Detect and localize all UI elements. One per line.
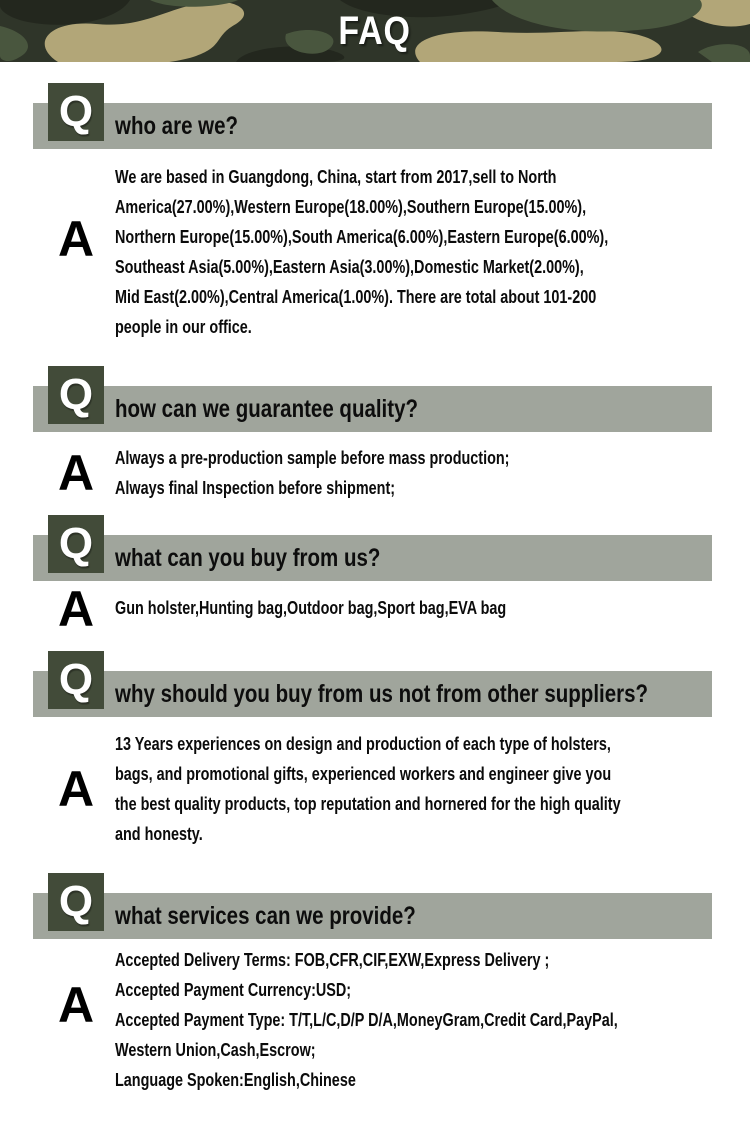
question-marker [48,83,104,141]
answer-text [115,729,750,849]
question-letter: Q [58,87,94,136]
answer-line: Always a pre-production sample before mass production; [115,448,510,468]
answer-line: and honesty. [115,824,203,844]
answer-line: America(27.00%),Western Europe(18.00%),Southern Europe(15.00%), [115,197,587,217]
answer-letter: A [57,581,95,637]
answer-letter: A [57,211,95,267]
answer-line: Northern Europe(15.00%),South America(6.00%),Eastern Europe(6.00%), [115,227,609,247]
answer-text [115,162,750,342]
question-bar [33,893,712,939]
answer-line: the best quality products, top reputation and hornered for the high quality [115,794,621,814]
answer-line: Mid East(2.00%),Central America(1.00%). There are total about 101-200 [115,287,597,307]
answer-line: bags, and promotional gifts, experienced workers and engineer give you [115,764,612,784]
question-letter: Q [58,877,94,926]
question-bar [33,671,712,717]
question-marker [48,873,104,931]
answer-text [115,945,750,1095]
question-text: who are we? [115,112,239,140]
answer-line: Gun holster,Hunting bag,Outdoor bag,Sport bag,EVA bag [115,598,507,618]
question-marker [48,651,104,709]
answer-line: Southeast Asia(5.00%),Eastern Asia(3.00%),Domestic Market(2.00%), [115,257,584,277]
answer-text [115,443,750,503]
question-text: what services can we provide? [115,902,416,930]
answer-text [115,593,750,623]
answer-line: 13 Years experiences on design and production of each type of holsters, [115,734,611,754]
answer-line: Accepted Delivery Terms: FOB,CFR,CIF,EXW,Express Delivery ; [115,950,550,970]
question-letter: Q [58,655,94,704]
answer-line: Accepted Payment Type: T/T,L/C,D/P D/A,MoneyGram,Credit Card,PayPal, [115,1010,618,1030]
question-bar [33,535,712,581]
question-text: what can you buy from us? [115,544,381,572]
answer-line: We are based in Guangdong, China, start from 2017,sell to North [115,167,557,187]
question-bar [33,386,712,432]
answer-line: people in our office. [115,317,252,337]
question-bar [33,103,712,149]
question-text: how can we guarantee quality? [115,395,419,423]
answer-letter: A [57,761,95,817]
answer-line: Western Union,Cash,Escrow; [115,1040,316,1060]
page-title: FAQ [338,8,412,53]
question-text: why should you buy from us not from other suppliers? [115,680,649,708]
answer-line: Always final Inspection before shipment; [115,478,396,498]
question-letter: Q [58,519,94,568]
question-letter: Q [58,370,94,419]
question-marker [48,366,104,424]
answer-letter: A [57,445,95,501]
answer-line: Language Spoken:English,Chinese [115,1070,356,1090]
question-marker [48,515,104,573]
faq-header-banner [0,0,750,62]
answer-letter: A [57,977,95,1033]
answer-line: Accepted Payment Currency:USD; [115,980,352,1000]
